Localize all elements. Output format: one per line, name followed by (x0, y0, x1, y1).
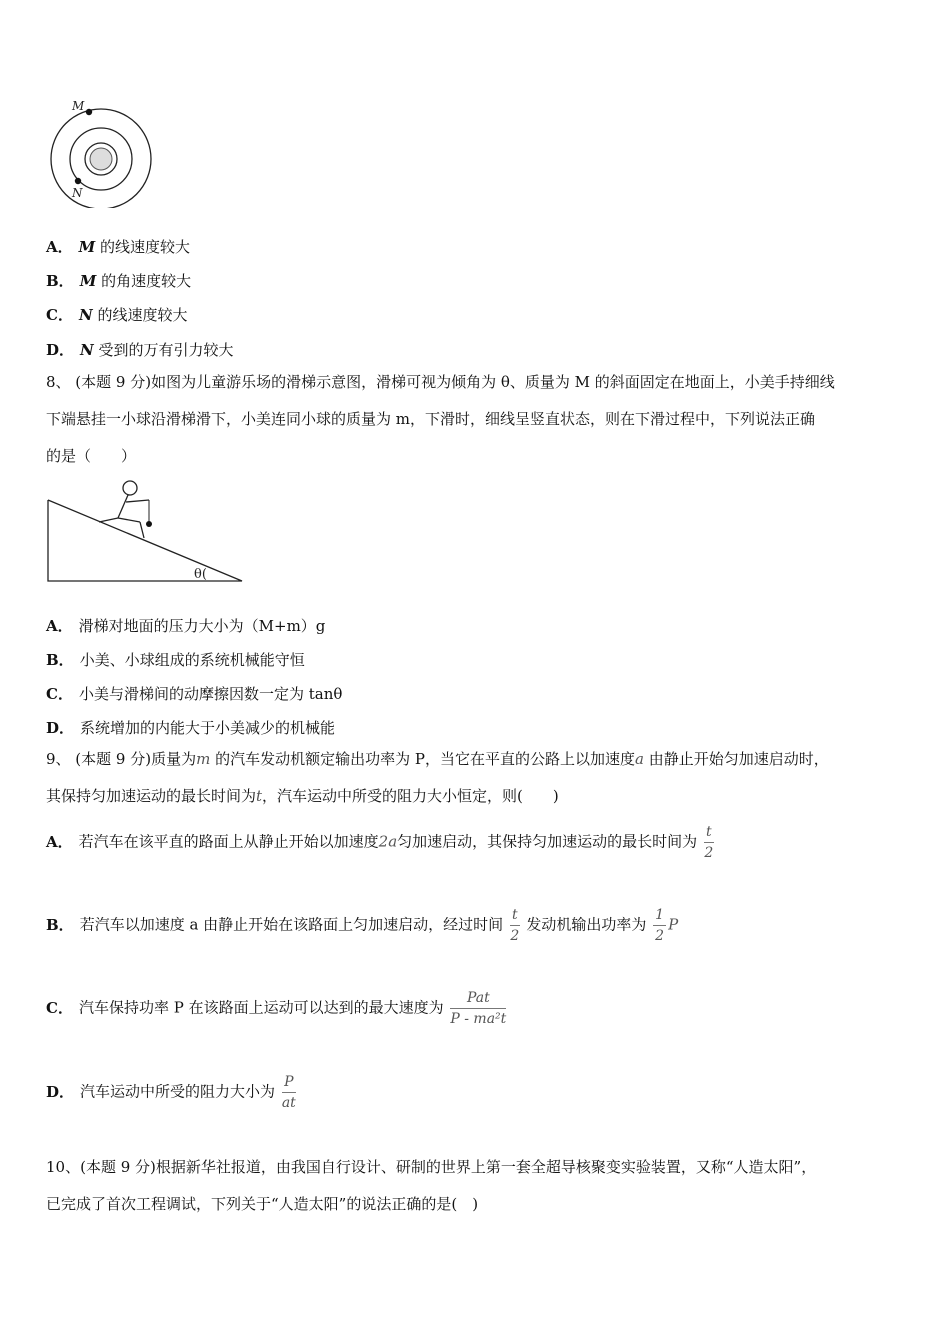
q9-stem-line1: 9、 (本题 9 分)质量为m 的汽车发动机额定输出功率为 P，当它在平直的公路上以加速度a 由静止开始匀加速启动时， (46, 750, 829, 768)
slide-figure (44, 478, 246, 584)
q8-option-d: D． 系统增加的内能大于小美减少的机械能 (46, 719, 336, 737)
q8-stem-line3: 的是（ ） (46, 447, 137, 465)
q10-stem-line1: 10、(本题 9 分)根据新华社报道，由我国自行设计、研制的世界上第一套全超导核聚变实验装置，又称“人造太阳”， (46, 1158, 817, 1176)
fraction-p-over-at: $\frac{P}{at}$ (281, 1074, 296, 1111)
planet-core (90, 148, 112, 170)
label-n: N (72, 186, 83, 200)
q8-stem-line2: 下端悬挂一小球沿滑梯滑下，小美连同小球的质量为 m，下滑时，细线呈竖直状态，则在下滑过程中，下列说法正确 (46, 410, 815, 428)
q7-option-a: A． M 的线速度较大 (46, 238, 191, 256)
q8-option-a: A． 滑梯对地面的压力大小为（M+m）g (46, 617, 326, 635)
q7-option-c: C． N 的线速度较大 (46, 306, 188, 324)
fraction-1-over-2: $\frac{1}{2}$ (655, 907, 665, 944)
q9-stem-line2: 其保持匀加速运动的最长时间为t，汽车运动中所受的阻力大小恒定，则( ) (46, 787, 559, 805)
q7-option-b: B． M 的角速度较大 (46, 272, 192, 290)
child-head (123, 481, 137, 495)
q8-stem-line1: 8、 (本题 9 分)如图为儿童游乐场的滑梯示意图，滑梯可视为倾角为 θ、质量为 M 的斜面固定在地面上，小美手持细线 (46, 373, 835, 391)
q9-option-c: C． 汽车保持功率 P 在该路面上运动可以达到的最大速度为 $\frac{\text{Pat}}{\text{P - ma²t}}$ (46, 990, 507, 1027)
angle-label: θ( (194, 567, 207, 582)
q9-option-d: D． 汽车运动中所受的阻力大小为 $\frac{P}{at}$ (46, 1074, 296, 1111)
fraction-max-speed: $\frac{\text{Pat}}{\text{P - ma²t}}$ (450, 990, 507, 1027)
q9-option-b: B． 若汽车以加速度 a 由静止开始在该路面上匀加速启动，经过时间 $\frac{t}{2}$ 发动机输出功率为 $\frac{1}{2}$ P (46, 907, 679, 944)
fraction-t-over-2: $\frac{t}{2}$ (704, 824, 714, 861)
ball (146, 521, 152, 527)
q10-stem-line2: 已完成了首次工程调试，下列关于“人造太阳”的说法正确的是( ) (46, 1195, 479, 1213)
fraction-t-over-2: $\frac{t}{2}$ (510, 907, 520, 944)
satellite-n (75, 178, 81, 184)
satellite-m (86, 109, 92, 115)
slide-incline (48, 500, 242, 581)
q8-option-c: C． 小美与滑梯间的动摩擦因数一定为 tanθ (46, 685, 343, 703)
q7-option-d: D． N 受到的万有引力较大 (46, 341, 234, 359)
label-m: M (72, 99, 85, 113)
q9-option-a: A． 若汽车在该平直的路面上从静止开始以加速度2a匀加速启动，其保持匀加速运动的最长时间为 $\frac{t}{2}$ (46, 824, 714, 861)
orbit-figure (44, 96, 159, 208)
q8-option-b: B． 小美、小球组成的系统机械能守恒 (46, 651, 305, 669)
